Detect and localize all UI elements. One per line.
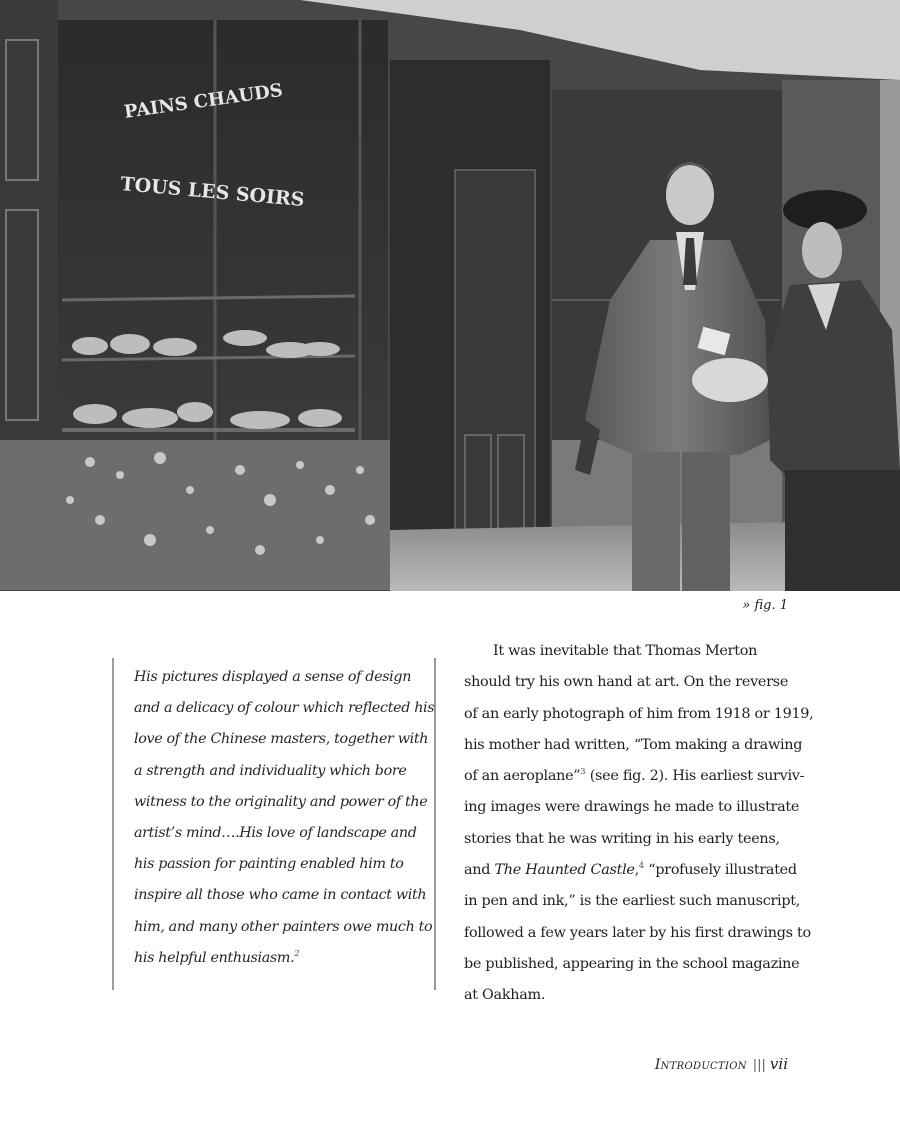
body-line: at Oakham. bbox=[464, 987, 546, 1004]
body-line-with-ref-4 bbox=[464, 855, 797, 886]
pull-quote-line: His pictures displayed a sense of design bbox=[134, 669, 412, 685]
pull-quote-line: artist’s mind….His love of landscape and bbox=[134, 825, 417, 842]
body-line-segment: (see fig. 2). His earliest surviv- bbox=[585, 768, 805, 785]
body-line: of an early photograph of him from 1918 or 1919, bbox=[464, 705, 814, 722]
body-paragraph bbox=[464, 636, 814, 1012]
pull-quote-line-last bbox=[134, 943, 420, 974]
body-line: ing images were drawings he made to illustrate bbox=[464, 799, 800, 816]
pull-quote bbox=[112, 658, 436, 990]
body-line: It was inevitable that Thomas Merton bbox=[493, 643, 758, 659]
sign-tous-les-soirs: TOUS LES SOIRS bbox=[119, 173, 306, 212]
book-title: The Haunted Castle bbox=[494, 862, 635, 879]
body-line: be published, appearing in the school magazine bbox=[464, 955, 800, 972]
running-footer bbox=[655, 1054, 788, 1073]
body-line: should try his own hand at art. On the reverse bbox=[464, 674, 789, 691]
body-line-segment: of an aeroplane” bbox=[464, 768, 581, 785]
footer-section-title: Introduction bbox=[654, 1057, 747, 1073]
pull-quote-line: inspire all those who came in contact with bbox=[134, 887, 427, 904]
pull-quote-line: a strength and individuality which bore bbox=[134, 762, 407, 779]
pull-quote-line: his helpful enthusiasm. bbox=[134, 949, 295, 966]
body-line-segment: “profusely illustrated bbox=[644, 862, 797, 879]
body-text-column bbox=[464, 636, 814, 1012]
pull-quote-line: his passion for painting enabled him to bbox=[134, 856, 404, 873]
body-line-with-ref-3 bbox=[464, 761, 805, 792]
page-number: vii bbox=[769, 1055, 788, 1073]
pull-quote-text bbox=[134, 662, 435, 974]
footnote-ref-4[interactable]: 4 bbox=[638, 861, 644, 871]
body-line: in pen and ink,” is the earliest such manuscript, bbox=[464, 893, 801, 910]
figure-caption: » fig. 1 bbox=[742, 598, 788, 613]
sign-pains-chauds: PAINS CHAUDS bbox=[122, 79, 285, 123]
pull-quote-line: him, and many other painters owe much to bbox=[134, 918, 433, 935]
pull-quote-line: love of the Chinese masters, together with bbox=[134, 731, 429, 748]
footer-separator: ||| bbox=[752, 1058, 766, 1073]
pull-quote-line: witness to the originality and power of the bbox=[134, 793, 428, 810]
body-line-segment: and bbox=[464, 862, 495, 879]
body-line: followed a few years later by his first drawings to bbox=[464, 924, 811, 941]
footnote-ref-2[interactable]: 2 bbox=[294, 949, 300, 959]
pull-quote-line: and a delicacy of colour which reflected his bbox=[134, 700, 435, 717]
footnote-ref-3[interactable]: 3 bbox=[580, 767, 586, 777]
body-line-segment: , bbox=[634, 862, 639, 879]
body-line: his mother had written, “Tom making a drawing bbox=[464, 736, 803, 753]
body-line: stories that he was writing in his early teens, bbox=[464, 830, 780, 847]
